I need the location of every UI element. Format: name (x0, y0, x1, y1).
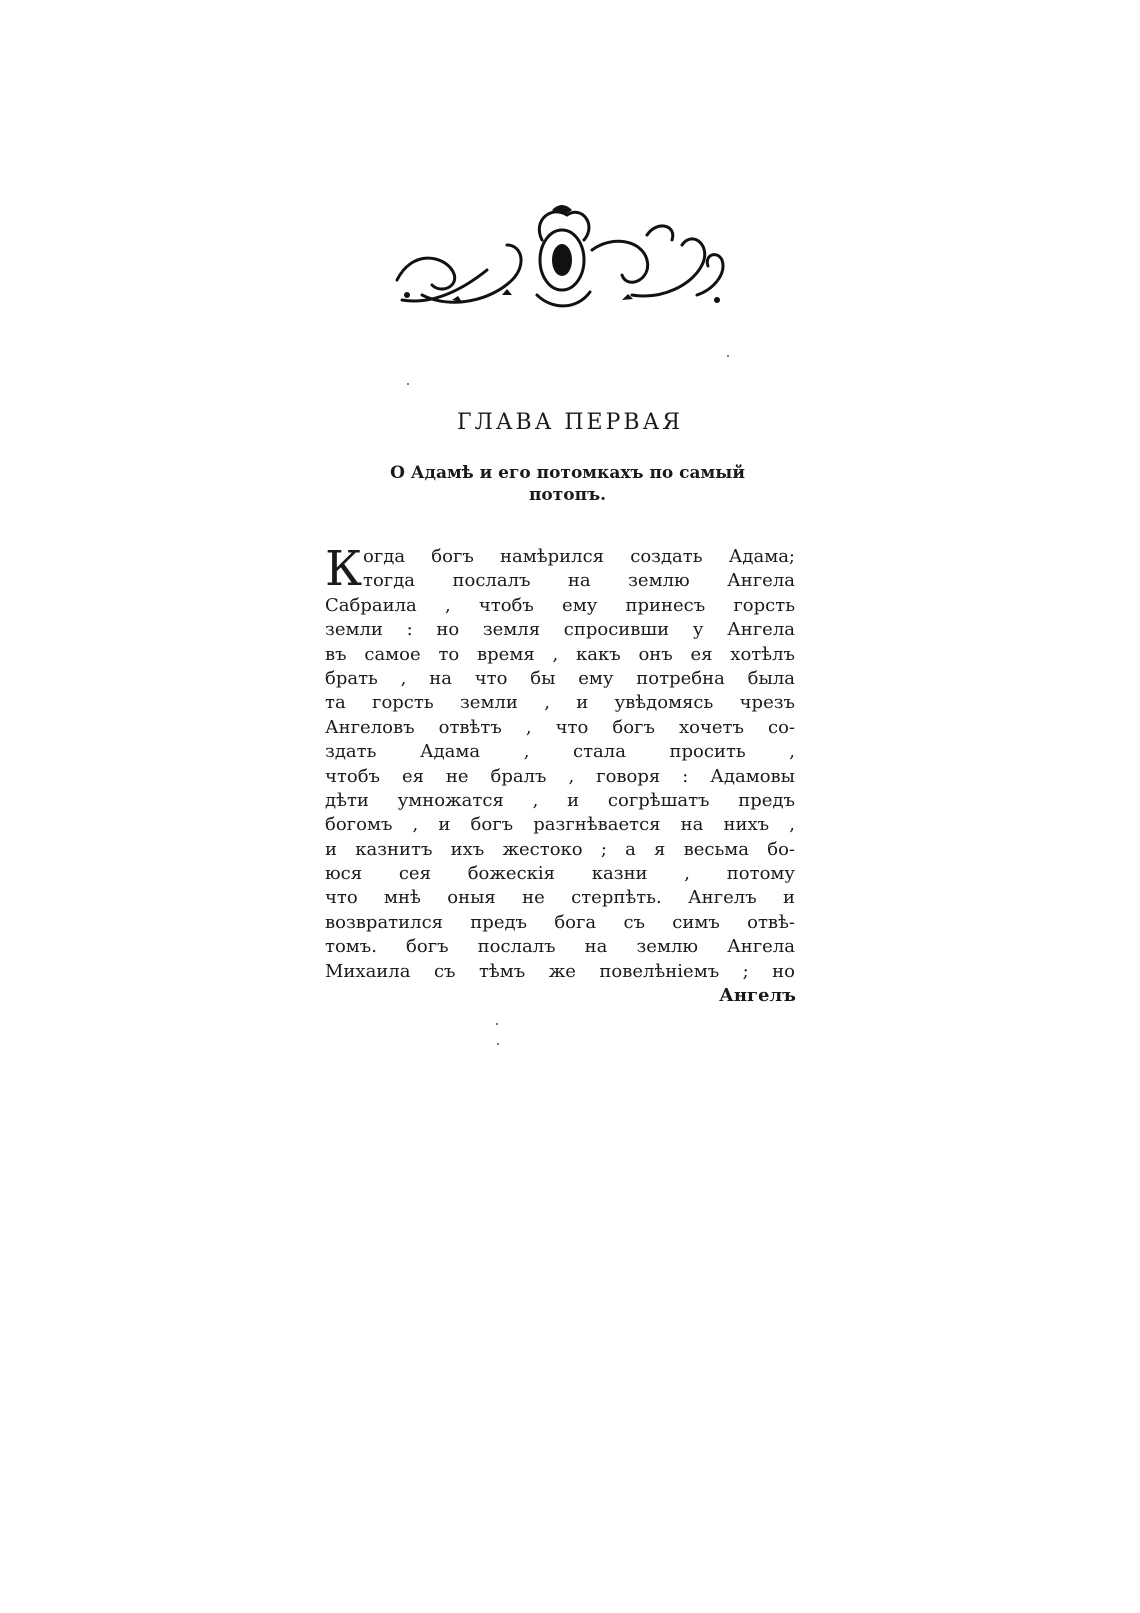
body-line: дѣти умножатся , и согрѣшатъ предъ (325, 789, 795, 811)
catchword: Ангелъ (719, 985, 796, 1006)
body-line: та горсть земли , и увѣдомясь чрезъ (325, 692, 795, 714)
body-line: чтобъ ея не бралъ , говоря : Адамовы (325, 765, 795, 787)
body-line: что мнѣ оныя не стерпѣть. Ангелъ и (325, 887, 795, 909)
body-line: Ангеловъ отвѣтъ , что богъ хочетъ со- (325, 716, 795, 738)
body-line: богомъ , и богъ разгнѣвается на нихъ , (325, 814, 795, 836)
ornament-headpiece (392, 200, 732, 325)
body-line: брать , на что бы ему потребна была (325, 667, 795, 689)
body-line: юся сея божескія казни , потому (325, 863, 795, 885)
body-line: въ самое то время , какъ онъ ея хотѣлъ (325, 643, 795, 665)
chapter-title: ГЛАВА ПЕРВАЯ (456, 410, 684, 435)
paper-speck (496, 1023, 498, 1025)
paper-speck (407, 383, 409, 385)
chapter-subtitle (330, 462, 805, 506)
drop-cap: К (325, 541, 363, 597)
body-line: здать Адама , стала просить , (325, 741, 795, 763)
body-line: возвратился предъ бога съ симъ отвѣ- (325, 911, 795, 933)
chapter-subtitle-line: потопъ. (528, 485, 607, 505)
body-line: огда богъ намѣрился создать Адама; (363, 546, 795, 567)
paper-speck (727, 355, 729, 357)
body-line: Сабраила , чтобъ ему принесъ горсть (325, 594, 795, 616)
body-line: томъ. богъ послалъ на землю Ангела (325, 936, 795, 958)
body-line: Михаила съ тѣмъ же повелѣніемъ ; но (325, 960, 795, 982)
body-line: тогда послалъ на землю Ангела (363, 570, 795, 592)
chapter-subtitle-line: О Адамѣ и его потомкахъ по самый (390, 463, 745, 483)
body-line: и казнитъ ихъ жестоко ; а я весьма бо- (325, 838, 795, 860)
body-line: земли : но земля спросивши у Ангела (325, 619, 795, 641)
paper-speck (497, 1043, 499, 1045)
body-paragraph (325, 541, 795, 984)
